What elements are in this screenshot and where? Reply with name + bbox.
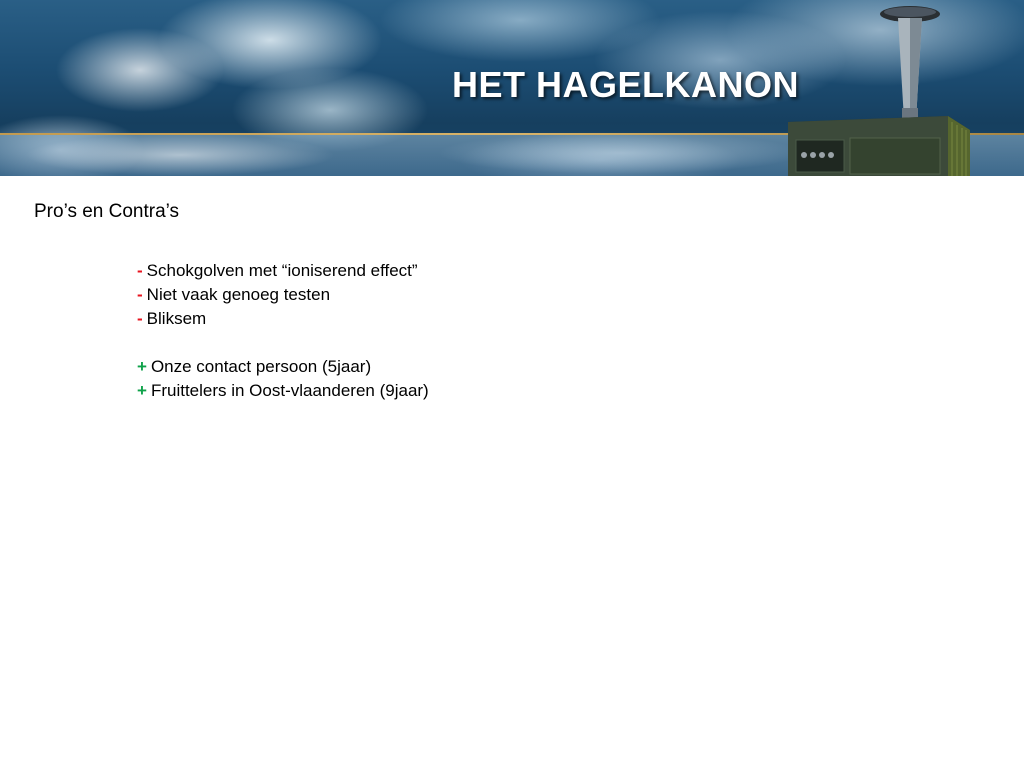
pro-text: Fruittelers in Oost-vlaanderen (9jaar) <box>150 381 429 400</box>
hail-cannon-image <box>780 0 980 176</box>
minus-marker: - <box>137 309 143 328</box>
pro-item <box>137 355 429 379</box>
contra-item <box>137 307 429 331</box>
header-banner <box>0 0 1024 176</box>
pro-item <box>137 379 429 403</box>
contra-text: Schokgolven met “ioniserend effect” <box>146 261 418 280</box>
slide-title: HET HAGELKANON <box>452 64 799 105</box>
plus-marker: + <box>137 381 147 400</box>
minus-marker: - <box>137 261 143 280</box>
minus-marker: - <box>137 285 143 304</box>
contra-text: Bliksem <box>146 309 207 328</box>
contra-item <box>137 283 429 307</box>
section-heading: Pro’s en Contra’s <box>34 201 180 222</box>
contra-text: Niet vaak genoeg testen <box>146 285 331 304</box>
pro-text: Onze contact persoon (5jaar) <box>150 357 372 376</box>
pros-contras-list <box>137 259 429 403</box>
plus-marker: + <box>137 357 147 376</box>
contra-item <box>137 259 429 283</box>
